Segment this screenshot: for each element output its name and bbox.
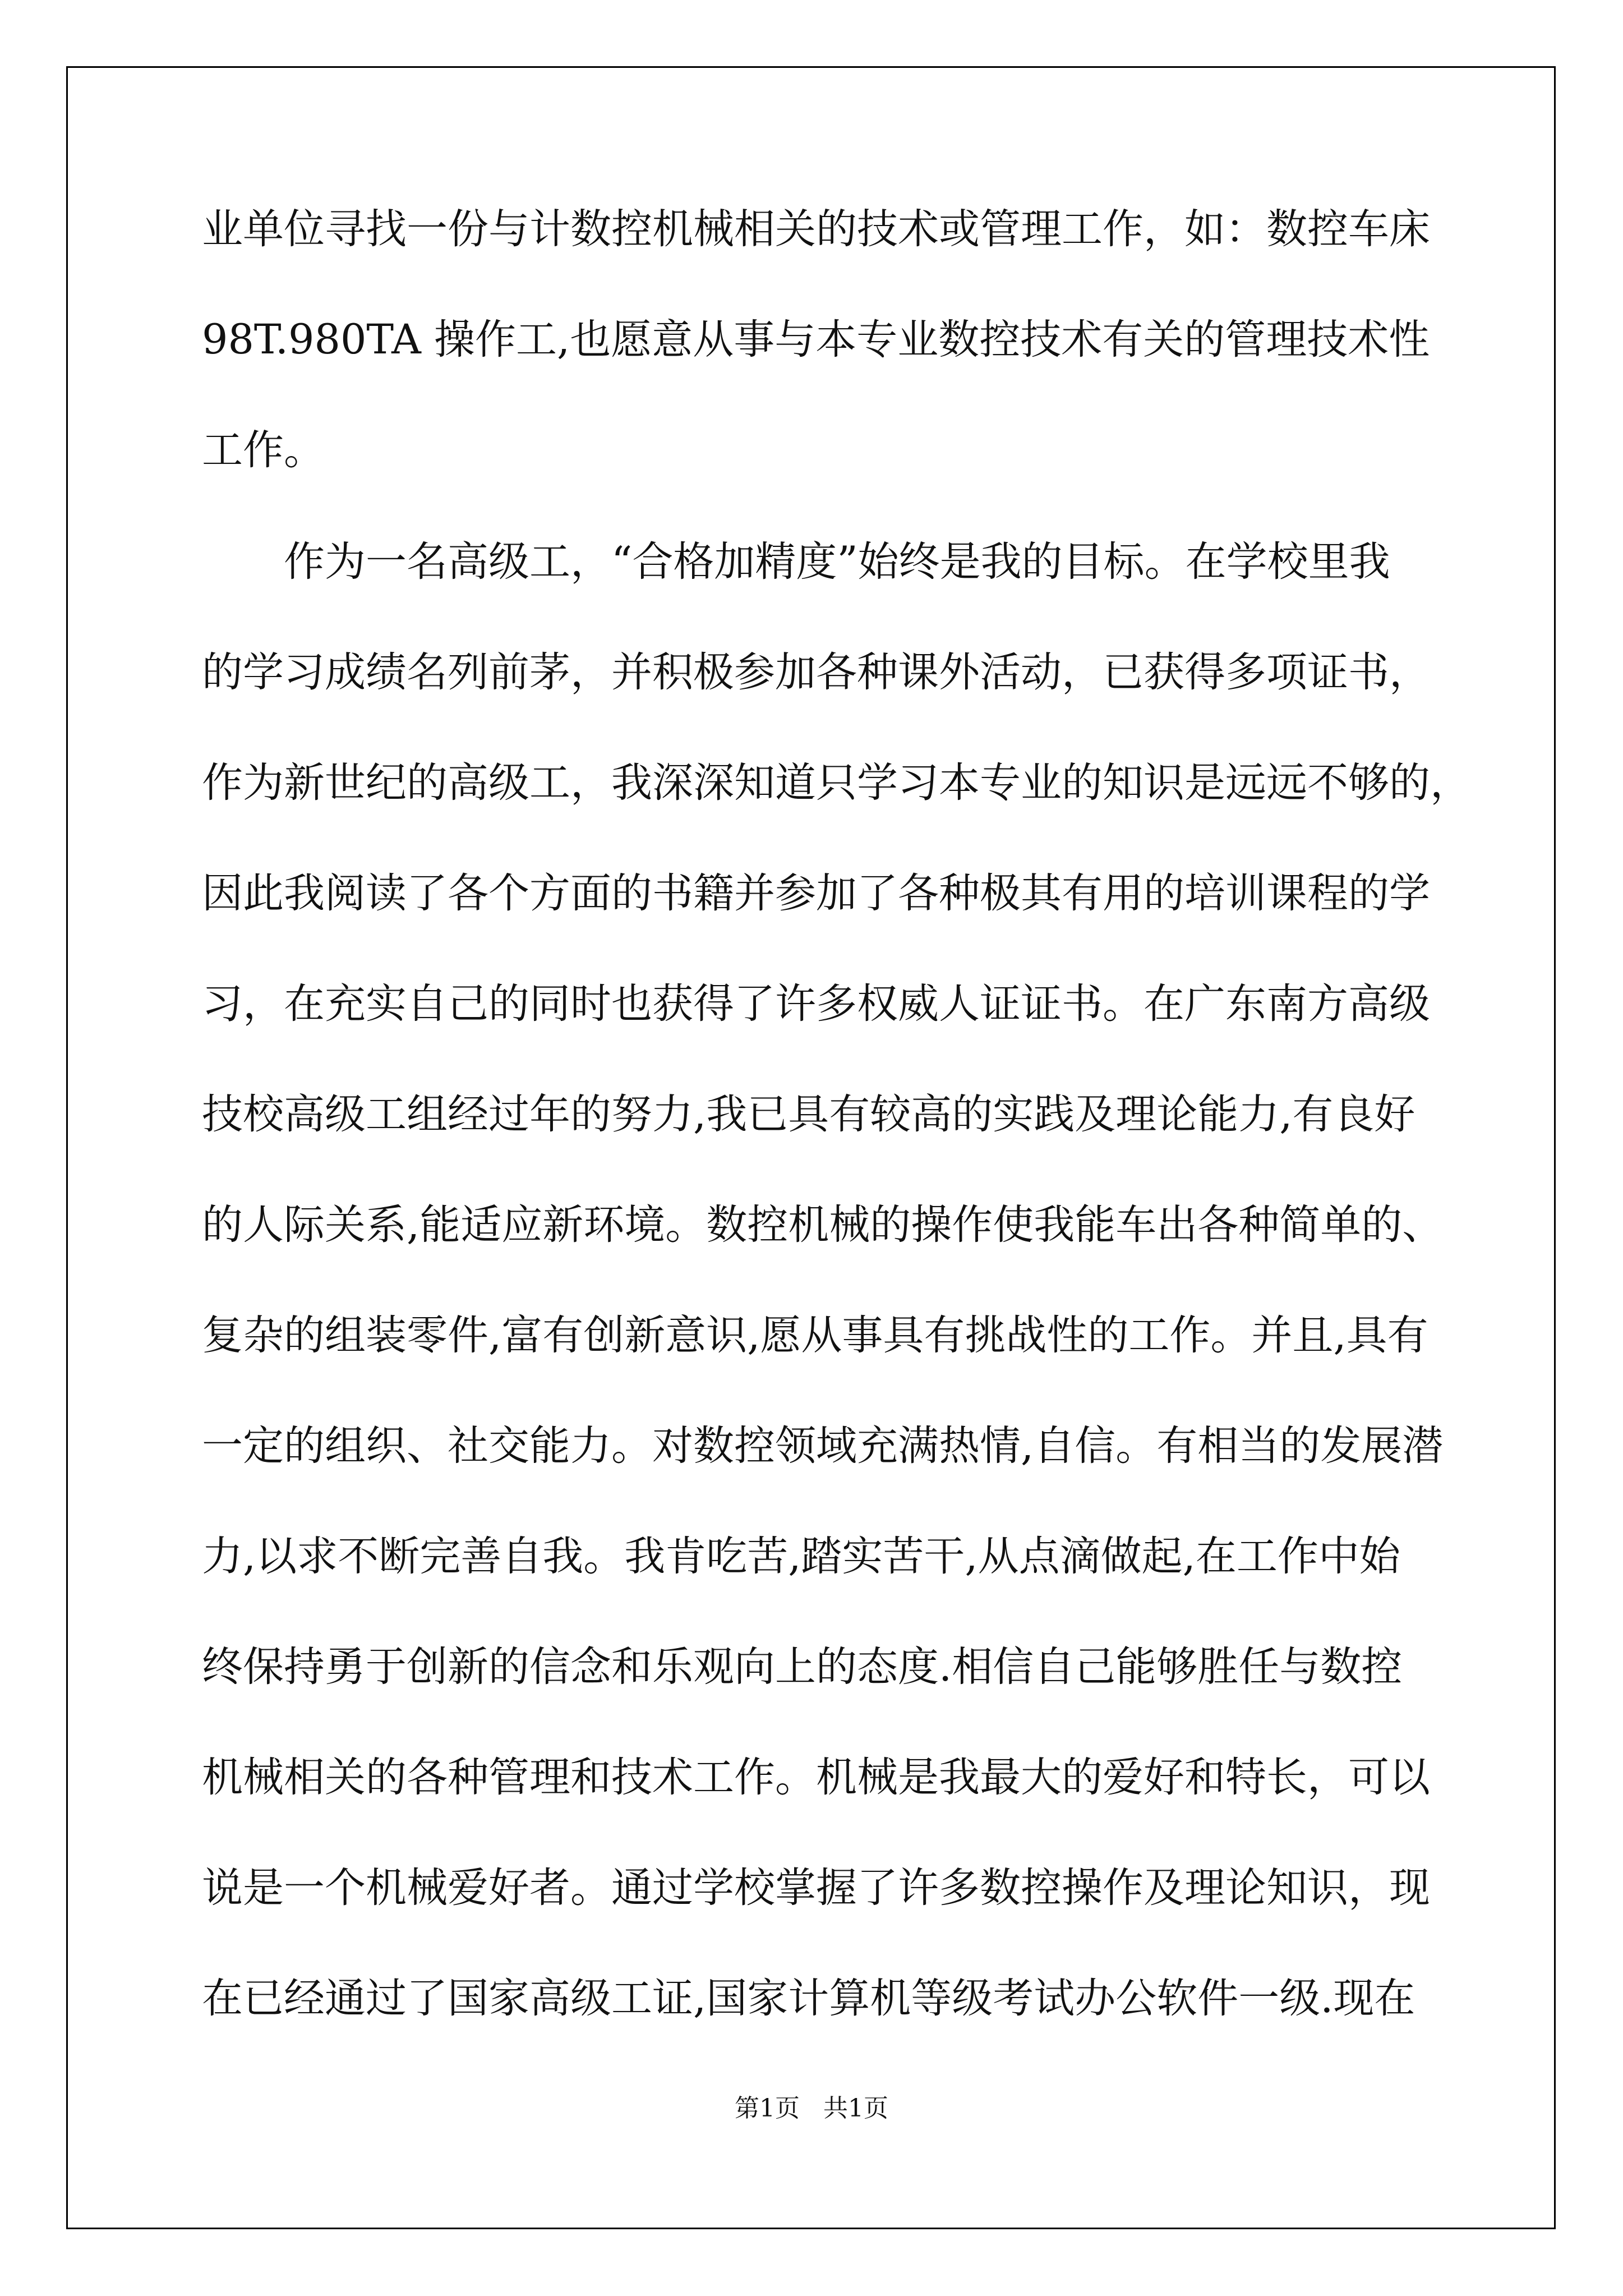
text-line: 作为一名高级工，“合格加精度”始终是我的目标。在学校里我 <box>284 538 1390 586</box>
text-line: 工作。 <box>202 426 325 474</box>
text-line: 一定的组织、社交能力。对数控领域充满热情,自信。有相当的发展潜 <box>202 1422 1444 1470</box>
text-line: 复杂的组装零件,富有创新意识,愿从事具有挑战性的工作。并且,具有 <box>202 1312 1428 1359</box>
text-line: 的学习成绩名列前茅，并积极参加各种课外活动，已获得多项证书， <box>202 648 1430 696</box>
text-line: 技校高级工组经过年的努力,我已具有较高的实践及理论能力,有良好 <box>202 1091 1415 1138</box>
text-line: 机械相关的各种管理和技术工作。机械是我最大的爱好和特长，可以 <box>202 1754 1430 1801</box>
text-line: 力,以求不断完善自我。我肯吃苦,踏实苦干,从点滴做起,在工作中始 <box>202 1533 1400 1580</box>
text-line: 习，在充实自己的同时也获得了许多权威人证证书。在广东南方高级 <box>202 980 1430 1028</box>
text-line: 业单位寻找一份与计数控机械相关的技术或管理工作，如：数控车床 <box>202 205 1430 253</box>
text-line: 终保持勇于创新的信念和乐观向上的态度.相信自己能够胜任与数控 <box>202 1643 1403 1691</box>
text-line: 作为新世纪的高级工，我深深知道只学习本专业的知识是远远不够的， <box>202 759 1471 807</box>
page-footer: 第1页 共1页 <box>735 2094 888 2123</box>
text-line: 因此我阅读了各个方面的书籍并参加了各种极其有用的培训课程的学 <box>202 869 1430 917</box>
text-line: 在已经通过了国家高级工证,国家计算机等级考试办公软件一级.现在 <box>202 1975 1415 2022</box>
text-line: 98T.980TA 操作工,也愿意从事与本专业数控技术有关的管理技术性 <box>202 316 1430 364</box>
text-line: 的人际关系,能适应新环境。数控机械的操作使我能车出各种简单的、 <box>202 1201 1444 1249</box>
text-line: 说是一个机械爱好者。通过学校掌握了许多数控操作及理论知识，现 <box>202 1864 1430 1912</box>
